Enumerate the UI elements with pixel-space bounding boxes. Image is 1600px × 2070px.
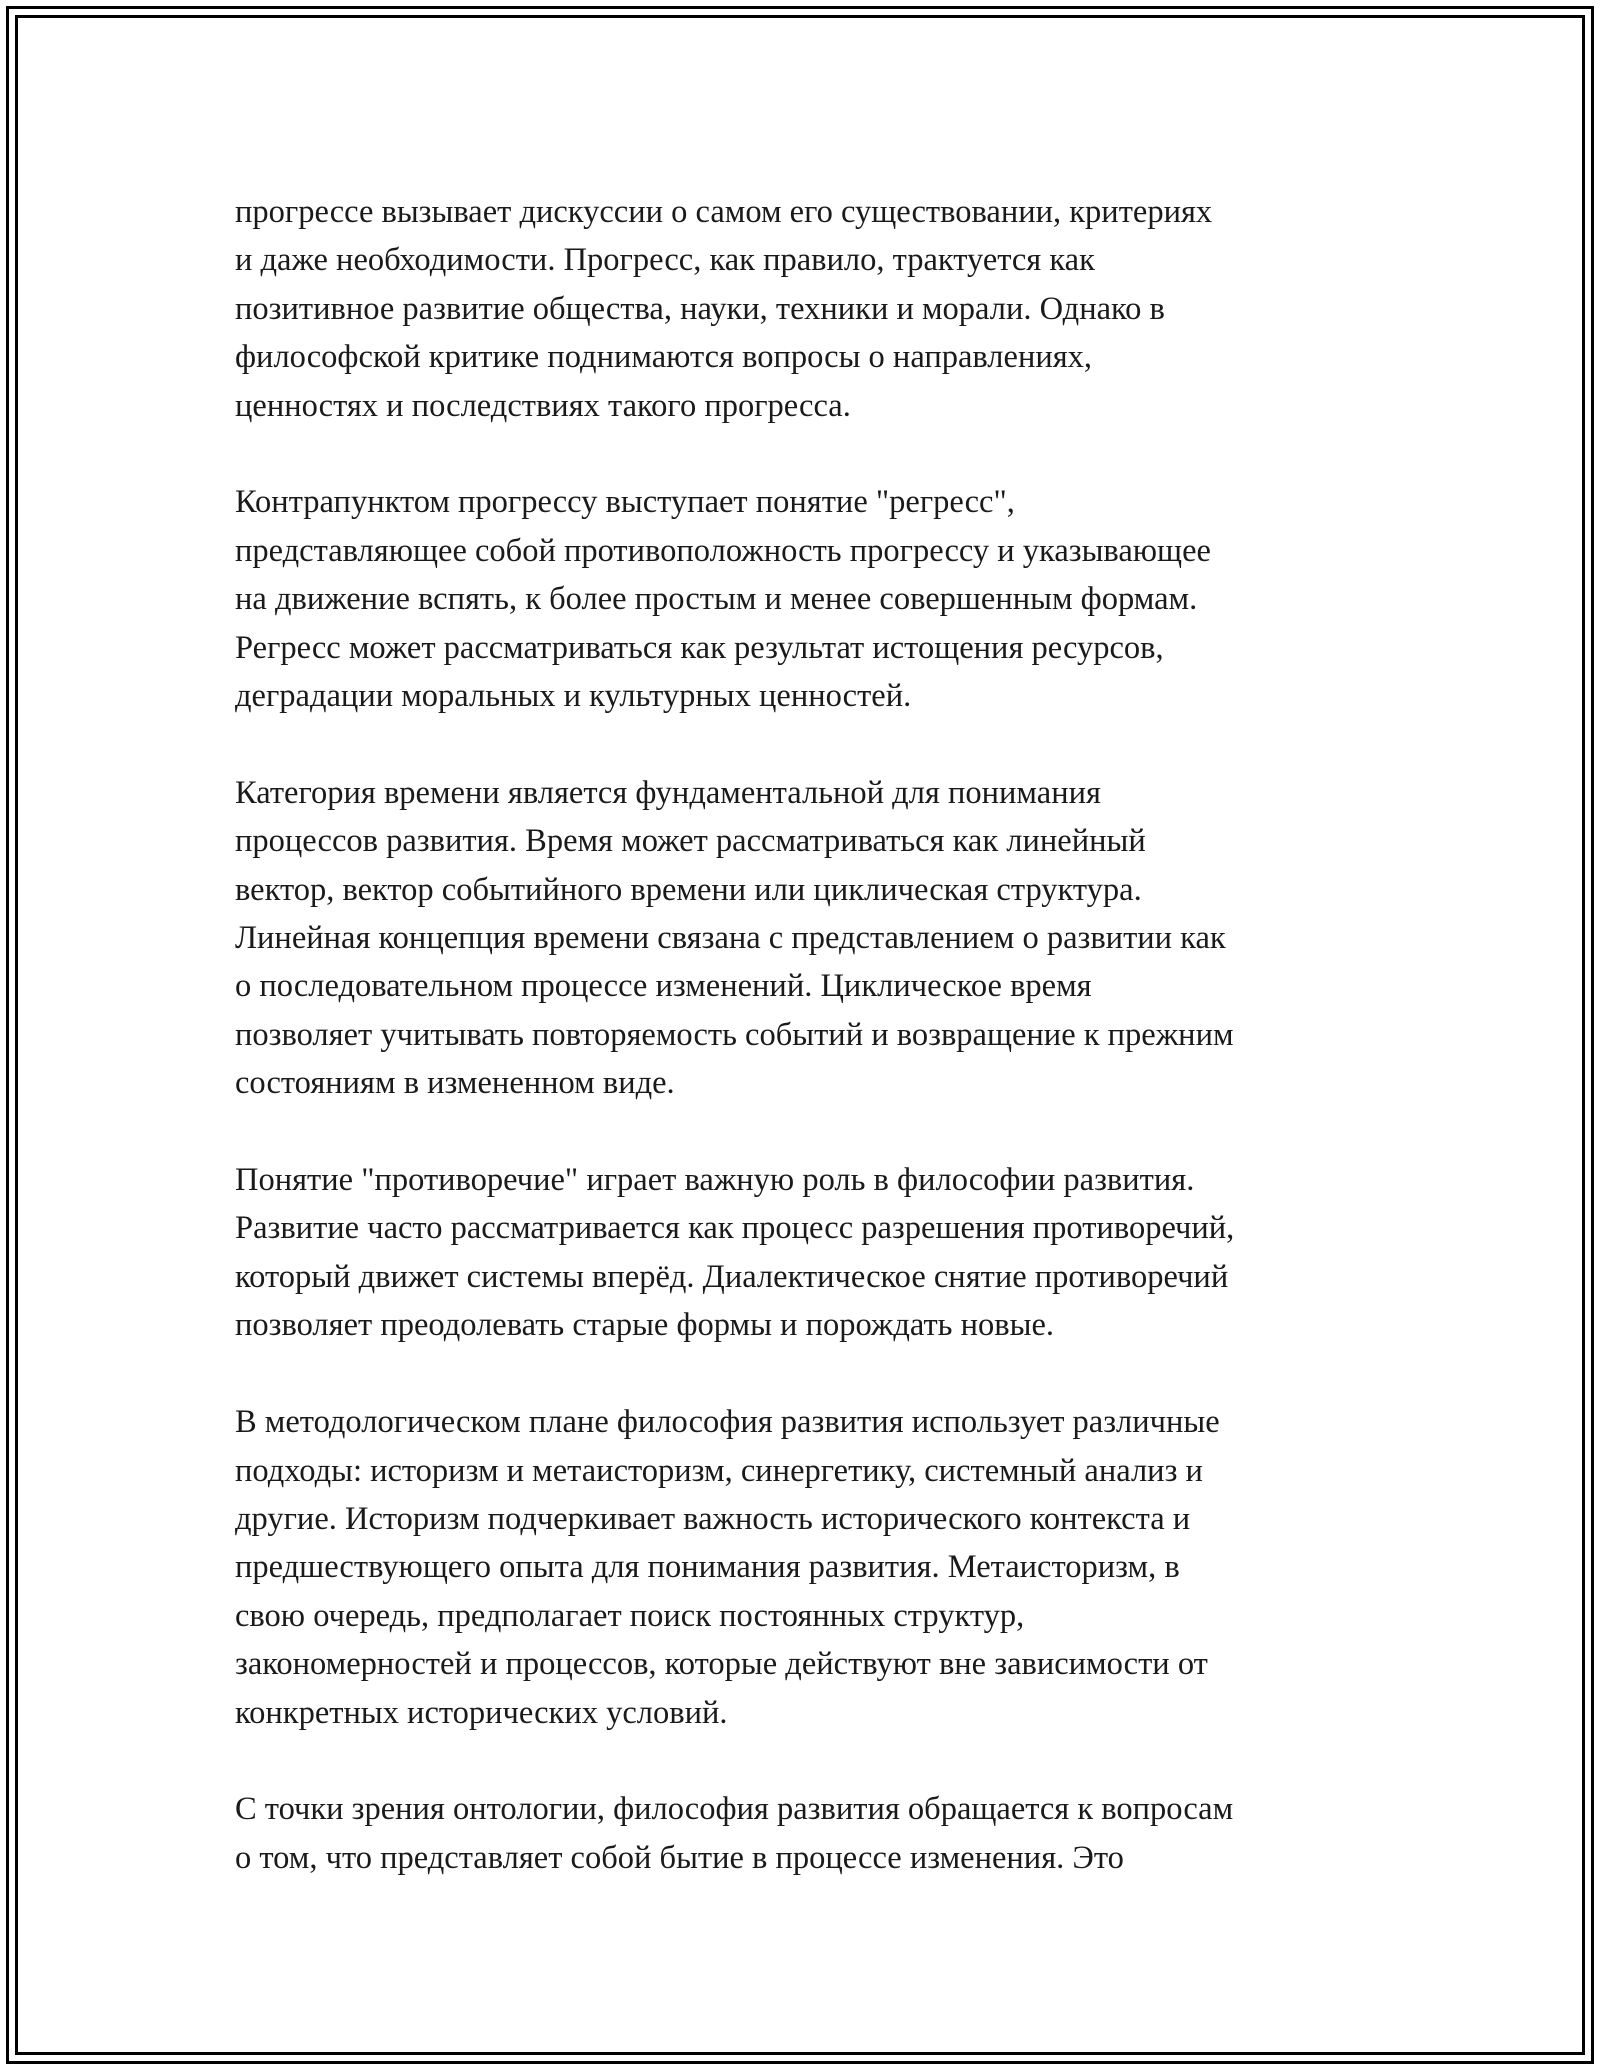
text-line: закономерностей и процессов, которые действуют вне зависимости от	[235, 1646, 1208, 1683]
paragraph-progress	[235, 188, 1375, 430]
text-line: Линейная концепция времени связана с представлением о развитии как	[235, 920, 1226, 957]
text-line: и даже необходимости. Прогресс, как правило, трактуется как	[235, 242, 1095, 279]
text-line: деградации моральных и культурных ценностей.	[235, 678, 912, 715]
text-line: о последовательном процессе изменений. Циклическое время	[235, 968, 1092, 1005]
text-line: на движение вспять, к более простым и менее совершенным формам.	[235, 581, 1198, 618]
text-line: представляющее собой противоположность прогрессу и указывающее	[235, 532, 1211, 569]
text-line: вектор, вектор событийного времени или циклическая структура.	[235, 871, 1142, 908]
text-line: С точки зрения онтологии, философия развития обращается к вопросам	[235, 1791, 1234, 1828]
paragraph-ontology	[235, 1785, 1375, 1882]
text-line: Регресс может рассматриваться как результат истощения ресурсов,	[235, 629, 1164, 666]
paragraph-regress	[235, 478, 1375, 720]
text-line: В методологическом плане философия развития использует различные	[235, 1404, 1220, 1441]
text-line: о том, что представляет собой бытие в процессе изменения. Это	[235, 1839, 1124, 1876]
text-line: философской критике поднимаются вопросы о направлениях,	[235, 339, 1093, 376]
text-line: свою очередь, предполагает поиск постоянных структур,	[235, 1597, 1025, 1634]
text-line: прогрессе вызывает дискуссии о самом его существовании, критериях	[235, 194, 1213, 230]
text-line: Контрапунктом прогрессу выступает понятие "регресс",	[235, 484, 1015, 521]
paragraph-contradiction	[235, 1156, 1375, 1350]
text-line: Понятие "противоречие" играет важную роль в философии развития.	[235, 1162, 1195, 1199]
document-body	[235, 188, 1375, 1931]
text-line: Категория времени является фундаментальной для понимания	[235, 774, 1101, 811]
text-line: Развитие часто рассматривается как процесс разрешения противоречий,	[235, 1210, 1235, 1247]
text-line: позволяет учитывать повторяемость событий и возвращение к прежним	[235, 1016, 1234, 1053]
text-line: процессов развития. Время может рассматриваться как линейный	[235, 823, 1146, 860]
text-line: другие. Историзм подчеркивает важность исторического контекста и	[235, 1500, 1191, 1537]
text-line: позволяет преодолевать старые формы и порождать новые.	[235, 1307, 1055, 1344]
text-line: предшествующего опыта для понимания развития. Метаисторизм, в	[235, 1549, 1180, 1586]
text-line: который движет системы вперёд. Диалектическое снятие противоречий	[235, 1258, 1229, 1295]
text-line: состояниям в измененном виде.	[235, 1065, 675, 1102]
text-line: подходы: историзм и метаисторизм, синергетику, системный анализ и	[235, 1452, 1203, 1489]
text-line: ценностях и последствиях такого прогресса.	[235, 387, 851, 424]
paragraph-methodology	[235, 1398, 1375, 1737]
text-line: конкретных исторических условий.	[235, 1694, 728, 1731]
paragraph-time	[235, 769, 1375, 1108]
text-line: позитивное развитие общества, науки, техники и морали. Однако в	[235, 290, 1165, 327]
